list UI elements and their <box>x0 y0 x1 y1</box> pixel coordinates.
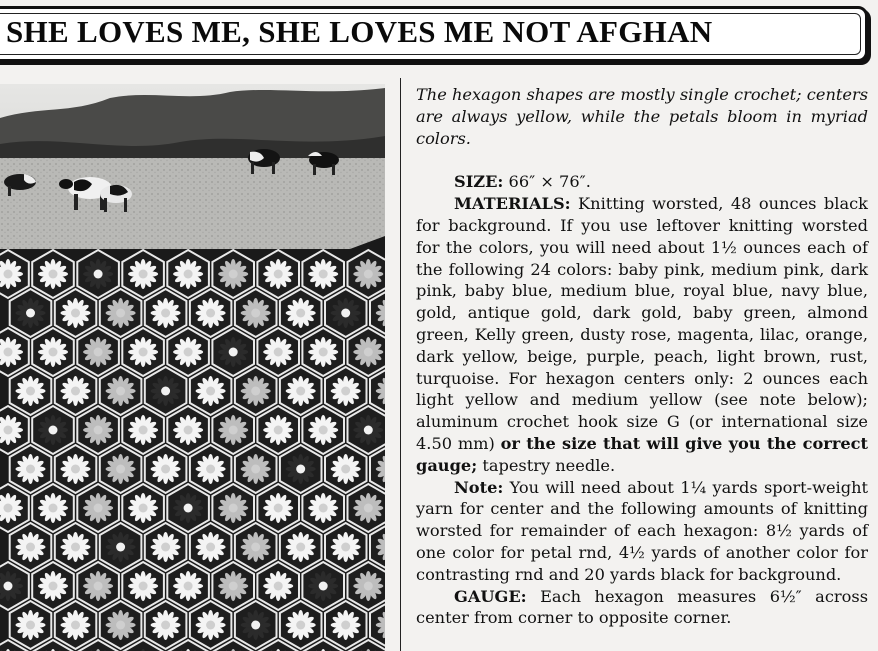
size-value: 66″ × 76″. <box>503 172 591 192</box>
materials-bold-text: or the size that will give you the correct gauge; <box>416 433 868 475</box>
intro-caption: The hexagon shapes are mostly single crochet; centers are always yellow, while the petals bloom in myriad colors. <box>416 85 868 148</box>
column-divider <box>400 78 401 651</box>
size-paragraph <box>416 171 868 193</box>
note-text: You will need about 1¼ yards sport-weight yarn for center and the following amounts of knitting worsted for remainder of each hexagon: 8½ yards of one color for petal rnd, 4½ yards of another color for contrasting rnd and 20 yards black for background. <box>416 477 868 584</box>
size-label: SIZE: <box>454 172 504 192</box>
materials-paragraph <box>416 193 868 476</box>
instructions-column <box>416 84 868 629</box>
gauge-paragraph <box>416 586 868 630</box>
materials-tail: tapestry needle. <box>477 455 616 475</box>
afghan-photo-svg <box>0 84 385 651</box>
afghan-photo <box>0 84 385 651</box>
page-title: SHE LOVES ME, SHE LOVES ME NOT AFGHAN <box>6 14 713 49</box>
note-label: Note: <box>454 477 504 497</box>
note-paragraph <box>416 477 868 586</box>
materials-label: MATERIALS: <box>454 194 571 214</box>
gauge-label: GAUGE: <box>454 586 527 606</box>
gauge-text: Each hexagon measures 6½″ across center from corner to opposite corner. <box>416 586 868 628</box>
pasture <box>0 158 385 258</box>
materials-text: Knitting worsted, 48 ounces black for background. If you use leftover knitting worsted for the colors, you will need about 1½ ounces each of the following 24 colors: baby pink, medium pink, dark pink, baby blue, medium blue, royal blue, navy blue, gold, antique gold, dark gold, baby green, almond green, Kelly green, dusty rose, magenta, lilac, orange, dark yellow, beige, purple, peach, light brown, rust, turquoise. For hexagon centers only: 2 ounces each light yellow and medium yellow (see note below); aluminum crochet hook size G (or international size 4.50 mm) <box>416 194 868 453</box>
hexagon-motifs <box>0 250 385 651</box>
